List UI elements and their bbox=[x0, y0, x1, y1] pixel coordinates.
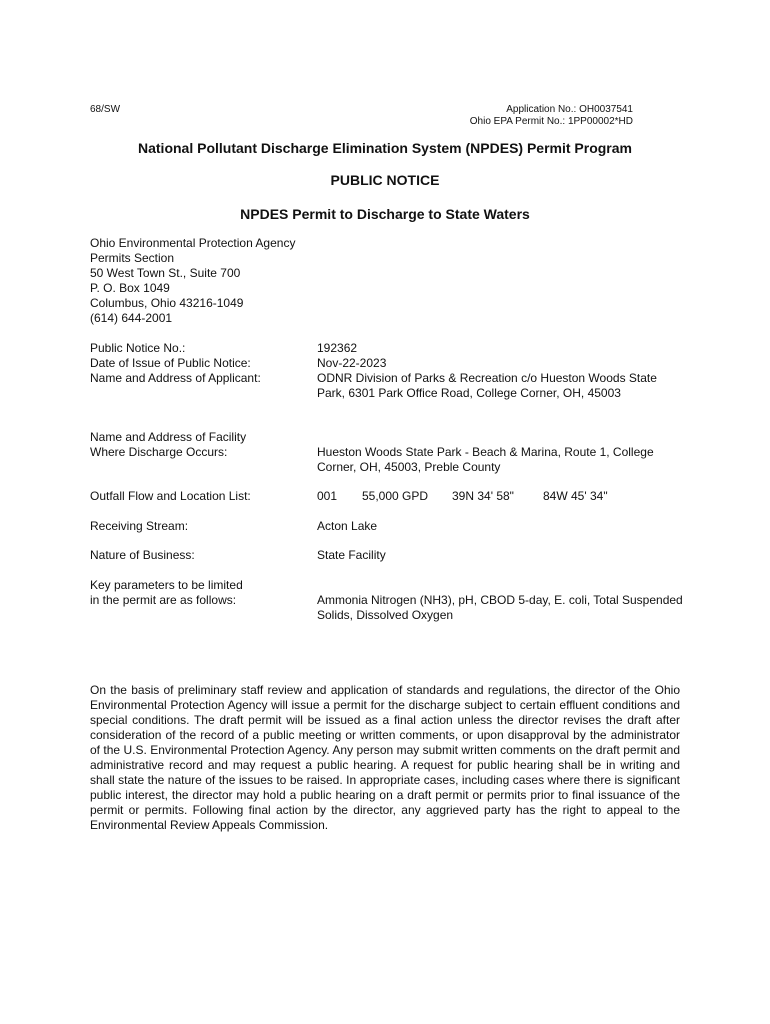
facility-label bbox=[90, 430, 310, 460]
permit-identifiers bbox=[470, 104, 633, 128]
agency-po-box: P. O. Box 1049 bbox=[90, 281, 170, 295]
agency-city: Columbus, Ohio 43216-1049 bbox=[90, 296, 244, 310]
agency-name: Ohio Environmental Protection Agency bbox=[90, 236, 296, 250]
nature-of-business-value: State Facility bbox=[317, 548, 386, 562]
outfall-flow: 55,000 GPD bbox=[362, 489, 429, 503]
agency-street: 50 West Town St., Suite 700 bbox=[90, 266, 241, 280]
notice-body-paragraph: On the basis of preliminary staff review and application of standards and regulations, the director of the Ohio Environmental Protection Agency will issue a permit for the discharge subject to certain effluent conditions and special conditions. The draft permit will be issued as a final action unless the director revises the draft after consideration of the record of a public meeting or written comments, or upon disapproval by the administrator of the U.S. Environmental Protection Agency. Any person may submit written comments on the draft permit and administrative record and may request a public hearing. A request for public hearing shall be in writing and shall state the nature of the issues to be raised. In appropriate cases, including cases where there is significant public interest, the director may hold a public hearing on a draft permit or permits prior to final issuance of the permit or permits. Following final action by the director, any aggrieved party has the right to appeal to the Environmental Review Appeals Commission. bbox=[90, 683, 680, 832]
epa-permit-number: Ohio EPA Permit No.: 1PP00002*HD bbox=[469, 116, 633, 127]
public-notice-heading: PUBLIC NOTICE bbox=[330, 172, 440, 188]
agency-section: Permits Section bbox=[90, 251, 175, 265]
outfall-number: 001 bbox=[317, 489, 338, 503]
date-of-issue-label: Date of Issue of Public Notice: bbox=[90, 356, 251, 370]
facility-label-line2: Where Discharge Occurs: bbox=[90, 445, 228, 459]
key-parameters-label bbox=[90, 578, 310, 608]
applicant-label: Name and Address of Applicant: bbox=[90, 371, 261, 385]
key-parameters-value: Ammonia Nitrogen (NH3), pH, CBOD 5-day, E. coli, Total Suspended Solids, Dissolved Oxygen bbox=[317, 593, 683, 622]
outfall-latitude: 39N 34' 58" bbox=[452, 489, 514, 503]
date-of-issue-value: Nov-22-2023 bbox=[317, 356, 387, 370]
facility-label-line1: Name and Address of Facility bbox=[90, 430, 247, 444]
document-code: 68/SW bbox=[90, 104, 121, 115]
nature-of-business-label: Nature of Business: bbox=[90, 548, 195, 562]
program-title: National Pollutant Discharge Elimination System (NPDES) Permit Program bbox=[138, 140, 632, 156]
permit-subtitle: NPDES Permit to Discharge to State Waters bbox=[240, 206, 530, 222]
key-parameters-label-line2: in the permit are as follows: bbox=[90, 593, 237, 607]
key-parameters-label-line1: Key parameters to be limited bbox=[90, 578, 243, 592]
outfall-longitude: 84W 45' 34" bbox=[543, 489, 608, 503]
receiving-stream-value: Acton Lake bbox=[317, 519, 378, 533]
agency-address-block bbox=[90, 236, 295, 326]
public-notice-number-label: Public Notice No.: bbox=[90, 341, 186, 355]
application-number: Application No.: OH0037541 bbox=[506, 104, 633, 115]
facility-value: Hueston Woods State Park - Beach & Marina, Route 1, College Corner, OH, 45003, Preble County bbox=[317, 445, 654, 474]
receiving-stream-label: Receiving Stream: bbox=[90, 519, 189, 533]
applicant-value: ODNR Division of Parks & Recreation c/o Hueston Woods State Park, 6301 Park Office Road, College Corner, OH, 45003 bbox=[317, 371, 657, 400]
public-notice-number-value: 192362 bbox=[317, 341, 358, 355]
agency-phone: (614) 644-2001 bbox=[90, 311, 173, 325]
outfall-label: Outfall Flow and Location List: bbox=[90, 489, 251, 503]
